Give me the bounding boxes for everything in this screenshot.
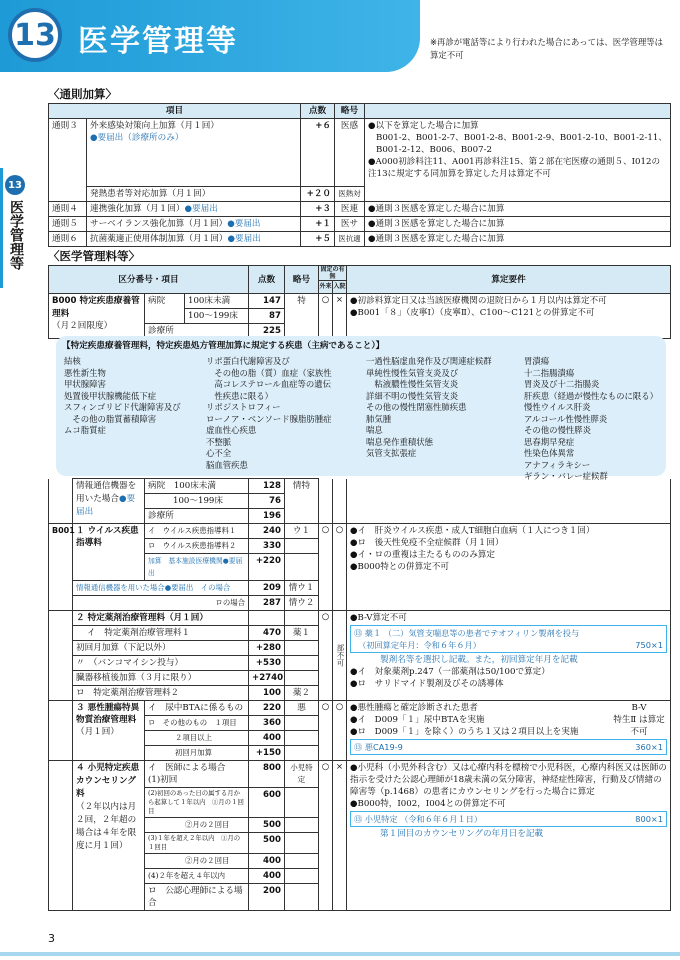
disease-col-4: 胃潰瘍 十二指腸潰瘍 胃炎及び十二指腸炎 肝疾患（経過が慢性なものに限る） 慢性ウイルス肝炎 アルコール性慢性膵炎 その他の慢性膵炎 思春期早発症 性染色体異常 アナフィラキシー ギラン・バレー症候群 <box>524 356 658 481</box>
table-row: 発熱患者等対応加算（月１回） +２０ 医熱対 <box>49 187 671 202</box>
b000-row: B000 特定疾患療養管理料 （月２回限度） 病院 100床未満 147 特 ○ × ●初診料算定日又は当該医療機関の退院日から１月以内は算定不可 ●B001「８」（皮寧Ⅰ）（皮寧Ⅱ）、C100〜C121との併算定不可 <box>49 294 671 309</box>
igaku-table-main: 情報通信機器を用いた場合●要届出 病院 100床未満 128 情特 100〜199床 76 診療所 196 B001 １ ウイルス疾患指導料 イ ウイルス疾患指導料１ 240 ウ１ ○ ○ ●イ 肝炎ウイルス疾患・成人T細胞白血病（１人につき１回） ●ロ 後天性免疫不全症候群（月１回） ●イ・ロの重複は主たるもののみ算定 ●B000特との併算定不可 ロ ウイルス疾患指導料２ 330 加算 基本施設医療機関●要届出 +220 情報通信機器を用いた場合●要届出 イの場合 209 情ウ１ ロの場合 287 情ウ２ ２ 特定薬剤治療管理料（月１回） ○ 部不可 ●B-V算定不可 ⑬ 薬１ （二）気管支喘息等の患者でテオフィリン製剤を投与 （初回算定年月：令和６年６月） 750×1 製剤名等を選択し記載。また，初回算定年月を記載 ●イ 対象薬剤p.247（一部薬剤は50/100で算定） ●ロ サリドマイド製剤及びその誘導体 イ 特定薬剤治療管理料１ 470 薬１ 初回月加算（下記以外） +280 〃 （バンコマイシン投与） +530 臓器移植後加算（３月に限り） +2740 ロ 特定薬剤治療管理料２ 100 薬２ ３ 悪性腫瘍特異物質治療管理料 （月１回） イ 尿中BTAに係るもの 220 悪 ○ ○ B-V 特生Ⅱ は算定不可 ●悪性腫瘍と確定診断された患者 ●イ D009「１」尿中BTAを実施 ●ロ D009「１」を除く）のうち１又は２項目以上を実施 ⑬ 悪CA19-9 360×1 ロ その他のもの １項目 360 ２項目以上 400 初回月加算 +150 ４ 小児特定疾患カウンセリング料 （２年以内は月２回，２年超の場合は４年を限度に月１回） イ 医師による場合 (1)初回 800 小児特定 ○ × ●小児科（小児外科含む）又は心療内科を標榜で小児科医，心療内科医又は医師の指示を受けた公認心理師が18歳未満の気分障害，神経症性障害，行動及び情緒の障害等（p.1468）の患者にカウンセリングを行った場合に算定 ●B000特，I002，I004との併算定不可 ⑬ 小児特定 （令和６年６月１日） 800×1 第１回目のカウンセリングの年月日を記載 (2)初回のあった日の属する月から起算して１年以内 ①月の１回目 600 ②月の２回目 500 (3)１年を超え２年以内 ①月の１回目 500 ②月の２回目 400 (4)２年を超え４年以内 400 ロ 公認心理師による場合 200 <box>48 478 671 911</box>
disease-col-2: リポ蛋白代謝障害及び その他の脂（質）血症（家族性 高コレステロール血症等の遺伝 性疾患に限る） リポジストロフィー ローノア・ベンソード腺脂肪腫症 虚血性心疾患 不整脈 心不全 脳血管疾患 <box>206 356 332 470</box>
b001-1-row: B001 １ ウイルス疾患指導料 イ ウイルス疾患指導料１ 240 ウ１ ○ ○ ●イ 肝炎ウイルス疾患・成人T細胞白血病（１人につき１回） ●ロ 後天性免疫不全症候群（月１回） ●イ・ロの重複は主たるもののみ算定 ●B000特との併算定不可 <box>49 524 671 539</box>
col-header-item: 項目 <box>49 104 301 119</box>
footer-rule <box>0 952 680 956</box>
tsusoku-table <box>48 103 671 247</box>
table-row: 通則４ 連携強化加算（月１回）●要届出 +３ 医連 ●通則３医感を算定した場合に加算 <box>49 202 671 217</box>
chapter-number: 13 <box>8 8 62 62</box>
col-header-req: 算定要件 <box>347 266 671 294</box>
col-header-kotei: 固定の有無 <box>320 266 345 280</box>
igaku-table-top: 区分番号・項目 点数 略号 固定の有無 算定要件 外来 入院 B000 特定疾患療養管理料 （月２回限度） 病院 100床未満 147 特 ○ × ●初診料算定日又は当該医療機関の退院日から１月以内は算定不可 ●B001「８」（皮寧Ⅰ）（皮寧Ⅱ）、C100〜C121との併算定不可 100〜199床 87 診療所 225 <box>48 265 671 339</box>
col-header-code: 区分番号・項目 <box>49 266 249 294</box>
table-row: 通則６ 抗菌薬適正使用体制加算（月１回）●要届出 +５ 医抗適 ●通則３医感を算定した場合に加算 <box>49 232 671 247</box>
disease-col-3: 一過性脳虚血発作及び関連症候群 単純性慢性気管支炎及び 粘液膿性慢性気管支炎 詳細不明の慢性気管支炎 その他の慢性閉塞性肺疾患 肺気腫 喘息 喘息発作重積状態 気管支拡張症 <box>366 356 492 458</box>
joho-row: 情報通信機器を用いた場合●要届出 病院 100床未満 128 情特 <box>49 479 671 494</box>
col-header-pts2: 点数 <box>249 266 285 294</box>
col-header-abbr2: 略号 <box>285 266 319 294</box>
b001-4-row: ４ 小児特定疾患カウンセリング料 （２年以内は月２回，２年超の場合は４年を限度に月１回） イ 医師による場合 (1)初回 800 小児特定 ○ × ●小児科（小児外科含む）又は心療内科を標榜で小児科医，心療内科医又は医師の指示を受けた公認心理師が18歳未満の気分障害，神経症性障害，行動及び情緒の障害等（p.1468）の患者にカウンセリングを行った場合に算定 ●B000特，I002，I004との併算定不可 ⑬ 小児特定 （令和６年６月１日） 800×1 第１回目のカウンセリングの年月日を記載 <box>49 761 671 788</box>
table-row: 通則３ 外来感染対策向上加算（月１回） ●要届出（診療所のみ） +６ 医感 ●以下を算定した場合に加算 B001-2、B001-2-7、B001-2-8、B001-2-9、B001-2-10、B001-2-11、B001-2-12、B006、B007-2 ●A000初診料注11、A001再診料注15、第２部在宅医療の通則５、I012の注13に規定する同加算を算定した月は算定不可 <box>49 119 671 187</box>
section-title-igaku: 〈医学管理料等〉 <box>48 249 140 263</box>
disease-list-box: 【特定疾患療養管理料，特定疾患処方管理加算に規定する疾患（主病であること）】 結核 悪性新生物 甲状腺障害 処置後甲状腺機能低下症 スフィンゴリピド代謝障害及び その他の脂質蓄積障害 ムコ脂質症 リポ蛋白代謝障害及び その他の脂（質）血症（家族性 高コレステロール血症等の遺伝 性疾患に限る） リポジストロフィー ローノア・ベンソード腺脂肪腫症 虚血性心疾患 不整脈 心不全 脳血管疾患 一過性脳虚血発作及び関連症候群 単純性慢性気管支炎及び 粘液膿性慢性気管支炎 詳細不明の慢性気管支炎 その他の慢性閉塞性肺疾患 肺気腫 喘息 喘息発作重積状態 気管支拡張症 胃潰瘍 十二指腸潰瘍 胃炎及び十二指腸炎 肝疾患（経過が慢性なものに限る） 慢性ウイルス肝炎 アルコール性慢性膵炎 その他の慢性膵炎 思春期早発症 性染色体異常 アナフィラキシー ギラン・バレー症候群 <box>56 336 666 476</box>
b001-3-row: ３ 悪性腫瘍特異物質治療管理料 （月１回） イ 尿中BTAに係るもの 220 悪 ○ ○ B-V 特生Ⅱ は算定不可 ●悪性腫瘍と確定診断された患者 ●イ D009「１」尿中BTAを実施 ●ロ D009「１」を除く）のうち１又は２項目以上を実施 ⑬ 悪CA19-9 360×1 <box>49 701 671 716</box>
b001-2-row: ２ 特定薬剤治療管理料（月１回） ○ 部不可 ●B-V算定不可 ⑬ 薬１ （二）気管支喘息等の患者でテオフィリン製剤を投与 （初回算定年月：令和６年６月） 750×1 製剤名等を選択し記載。また，初回算定年月を記載 ●イ 対象薬剤p.247（一部薬剤は50/100で算定） ●ロ サリドマイド製剤及びその誘導体 <box>49 611 671 626</box>
col-header-blank <box>365 104 671 119</box>
col-header-abbr: 略号 <box>335 104 365 119</box>
header-note: ※再診が電話等により行われた場合にあっては、医学管理等は算定不可 <box>430 37 664 60</box>
side-chapter-label: 医学管理等 <box>8 200 24 270</box>
side-accent-bar <box>0 168 3 288</box>
side-chapter-number: 13 <box>5 175 25 195</box>
chapter-title: 医学管理等 <box>78 24 238 59</box>
col-header-pts: 点数 <box>301 104 335 119</box>
disease-col-1: 結核 悪性新生物 甲状腺障害 処置後甲状腺機能低下症 スフィンゴリピド代謝障害及び その他の脂質蓄積障害 ムコ脂質症 <box>64 356 181 435</box>
chapter-header <box>0 0 420 72</box>
section-title-tsusoku: 〈通則加算〉 <box>48 87 117 101</box>
page-number: 3 <box>48 932 55 945</box>
table-row: 通則５ サーベイランス強化加算（月１回）●要届出 +１ 医サ ●通則３医感を算定した場合に加算 <box>49 217 671 232</box>
